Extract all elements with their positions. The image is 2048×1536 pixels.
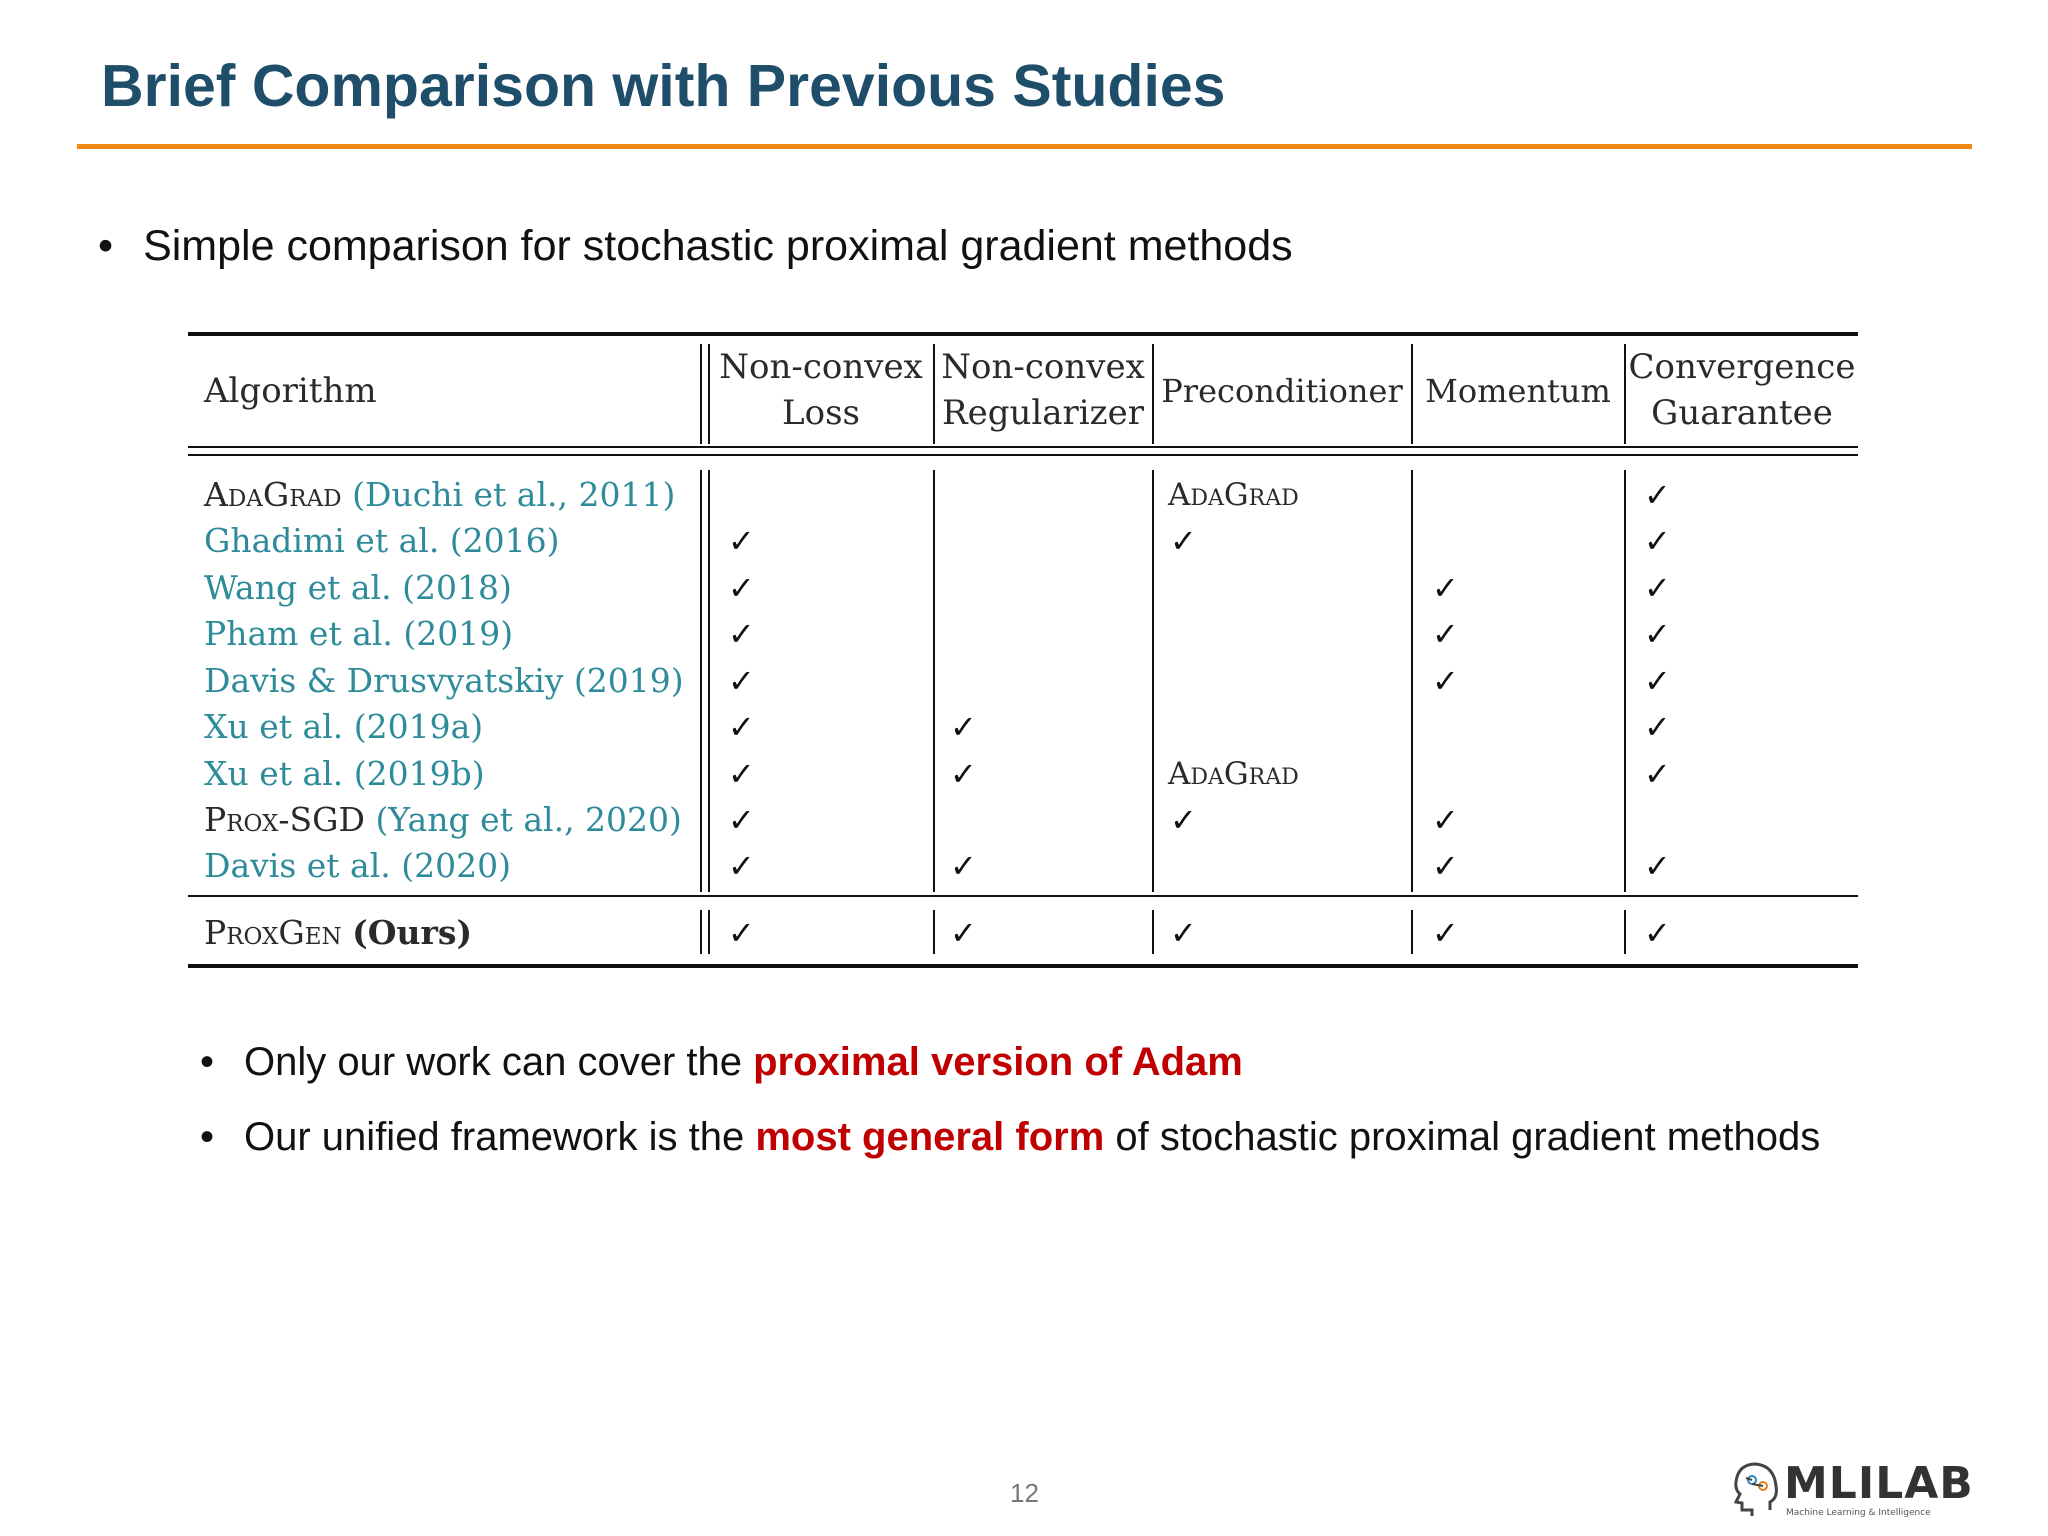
ours-loss-check: ✓	[728, 914, 755, 952]
row-citation: Wang et al. (2018)	[204, 568, 512, 607]
bullet-glyph: •	[200, 1040, 215, 1084]
row-conv-check: ✓	[1644, 847, 1671, 885]
bullet-glyph: •	[200, 1115, 215, 1159]
header-preconditioner: Preconditioner	[1161, 372, 1403, 410]
row-algorithm-cell	[204, 704, 483, 750]
row-loss-check: ✓	[728, 801, 755, 839]
row-citation: Ghadimi et al. (2016)	[204, 521, 560, 560]
row-reg-check: ✓	[950, 847, 977, 885]
header-line: Guarantee	[1651, 393, 1833, 433]
header-momentum: Momentum	[1425, 372, 1611, 410]
row-conv-check: ✓	[1644, 615, 1671, 653]
row-citation: (Yang et al., 2020)	[375, 800, 682, 839]
row-loss-check: ✓	[728, 755, 755, 793]
row-algorithm-cell	[204, 472, 675, 518]
header-line: Regularizer	[942, 393, 1144, 433]
row-momentum-check: ✓	[1432, 662, 1459, 700]
row-momentum-check: ✓	[1432, 847, 1459, 885]
row-algorithm-cell	[204, 797, 682, 843]
header-convergence	[1626, 344, 1858, 436]
ours-precond-check: ✓	[1170, 914, 1197, 952]
bullet-glyph: •	[98, 222, 114, 270]
main-bullet-text: Simple comparison for stochastic proximal gradient methods	[143, 222, 1293, 270]
page-number: 12	[1010, 1478, 1039, 1508]
vrule	[1411, 470, 1413, 892]
row-conv-check: ✓	[1644, 662, 1671, 700]
vrule	[708, 910, 710, 954]
header-line: Convergence	[1628, 347, 1856, 387]
brain-head-icon	[1730, 1458, 1782, 1518]
vrule	[708, 470, 710, 892]
row-loss-check: ✓	[728, 662, 755, 700]
ours-conv-check: ✓	[1644, 914, 1671, 952]
row-algorithm-cell	[204, 843, 511, 889]
header-line: Non-convex	[941, 347, 1145, 387]
row-citation: Xu et al. (2019b)	[204, 754, 485, 793]
ours-algorithm-cell	[204, 910, 472, 956]
vrule	[700, 344, 702, 444]
row-algorithm-cell	[204, 751, 485, 797]
row-precond-value: AdaGrad	[1168, 756, 1299, 792]
vrule	[1624, 910, 1626, 954]
ours-suffix: (Ours)	[352, 913, 473, 952]
row-conv-check: ✓	[1644, 522, 1671, 560]
row-method-name: AdaGrad	[204, 475, 342, 514]
row-loss-check: ✓	[728, 615, 755, 653]
row-momentum-check: ✓	[1432, 615, 1459, 653]
note-2-highlight: most general form	[755, 1115, 1105, 1159]
logo-wordmark: MLILAB	[1784, 1458, 1974, 1509]
table-ours-rule	[188, 895, 1858, 897]
vrule	[1411, 910, 1413, 954]
comparison-table	[188, 332, 1858, 972]
row-reg-check: ✓	[950, 755, 977, 793]
row-method-name: Prox-SGD	[204, 800, 365, 839]
row-precond-check: ✓	[1170, 522, 1197, 560]
note-2-pre: Our unified framework is the	[244, 1115, 756, 1159]
row-conv-check: ✓	[1644, 708, 1671, 746]
vrule	[1624, 470, 1626, 892]
header-nonconvex-regularizer	[935, 344, 1151, 436]
table-header-rule-1	[188, 446, 1858, 448]
slide-title: Brief Comparison with Previous Studies	[101, 53, 1226, 119]
row-loss-check: ✓	[728, 847, 755, 885]
header-line: Non-convex	[719, 347, 923, 387]
row-conv-check: ✓	[1644, 569, 1671, 607]
row-conv-check: ✓	[1644, 476, 1671, 514]
title-underline	[77, 144, 1972, 149]
vrule	[933, 470, 935, 892]
row-loss-check: ✓	[728, 569, 755, 607]
row-reg-check: ✓	[950, 708, 977, 746]
mlilab-logo	[1730, 1458, 1972, 1520]
main-bullet	[98, 222, 1293, 271]
row-loss-check: ✓	[728, 522, 755, 560]
note-1-highlight: proximal version of Adam	[753, 1040, 1243, 1084]
row-algorithm-cell	[204, 565, 512, 611]
row-precond-check: ✓	[1170, 801, 1197, 839]
row-citation: Pham et al. (2019)	[204, 614, 514, 653]
ours-name: ProxGen	[204, 913, 342, 952]
vrule	[700, 910, 702, 954]
row-citation: Xu et al. (2019a)	[204, 707, 484, 746]
note-1-pre: Only our work can cover the	[244, 1040, 754, 1084]
table-bottom-rule	[188, 964, 1858, 968]
row-algorithm-cell	[204, 611, 513, 657]
header-nonconvex-loss	[710, 344, 932, 436]
vrule	[700, 470, 702, 892]
header-algorithm: Algorithm	[204, 371, 377, 411]
row-citation: Davis et al. (2020)	[204, 846, 511, 885]
vrule	[1152, 470, 1154, 892]
vrule	[1152, 910, 1154, 954]
row-conv-check: ✓	[1644, 755, 1671, 793]
table-top-rule	[188, 332, 1858, 336]
note-2	[200, 1115, 1820, 1160]
row-momentum-check: ✓	[1432, 569, 1459, 607]
row-citation: (Duchi et al., 2011)	[352, 475, 676, 514]
ours-momentum-check: ✓	[1432, 914, 1459, 952]
row-loss-check: ✓	[728, 708, 755, 746]
ours-reg-check: ✓	[950, 914, 977, 952]
row-algorithm-cell	[204, 518, 560, 564]
row-citation: Davis & Drusvyatskiy (2019)	[204, 661, 684, 700]
row-precond-value: AdaGrad	[1168, 477, 1299, 513]
row-algorithm-cell	[204, 658, 684, 704]
note-1	[200, 1040, 1243, 1085]
header-line: Loss	[782, 393, 860, 433]
row-momentum-check: ✓	[1432, 801, 1459, 839]
table-header-rule-2	[188, 454, 1858, 456]
logo-tagline: Machine Learning & Intelligence	[1786, 1508, 1931, 1518]
note-2-post: of stochastic proximal gradient methods	[1104, 1115, 1821, 1159]
vrule	[933, 910, 935, 954]
